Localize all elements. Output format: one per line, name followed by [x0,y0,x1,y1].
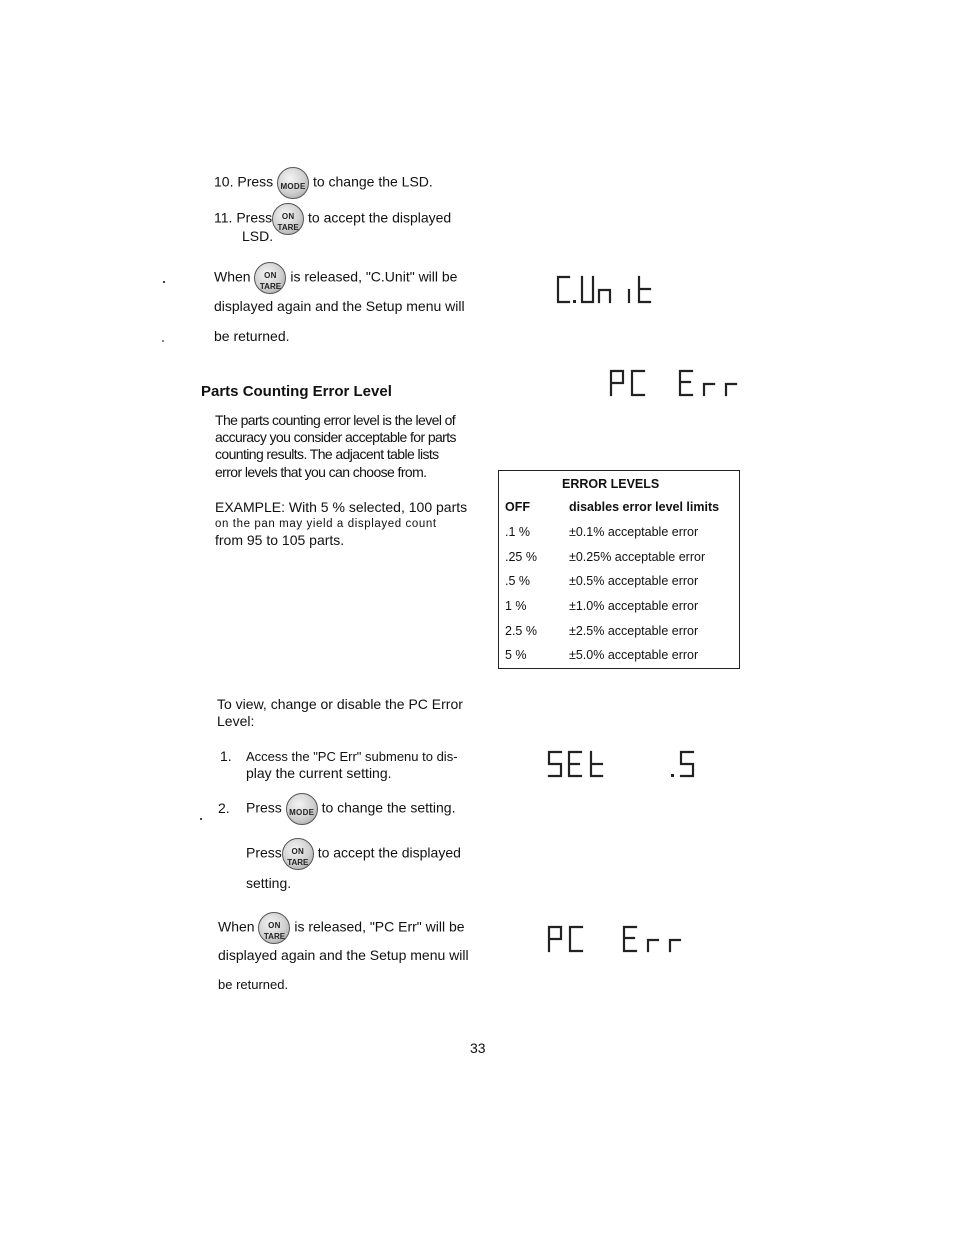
step-11-cont: LSD. [242,228,274,244]
lcd-display-set [545,748,715,788]
when-released-2-line3: be returned. [218,977,289,992]
intro-text: To view, change or disable the PC Error Level: [217,696,463,729]
table-row: 1 % ±1.0% acceptable error [505,599,699,614]
lcd-pcerr-text-2: PC Err [546,924,549,925]
on-tare-button-icon: ON TARE [254,262,286,294]
error-levels-table [498,470,740,669]
step-10: 10. Press MODE to change the LSD. [214,167,433,199]
table-row: .1 % ±0.1% acceptable error [505,525,699,540]
on-tare-button-icon: ON TARE [272,203,304,235]
table-row: .5 % ±0.5% acceptable error [505,574,699,589]
step-1-cont: play the current setting. [246,765,392,781]
step-1: 1. Access the "PC Err" submenu to dis- [220,748,458,764]
on-tare-button-icon: ON TARE [258,912,290,944]
table-row: OFF disables error level limits [505,500,720,515]
table-header: ERROR LEVELS [562,477,660,491]
example-paragraph: EXAMPLE: With 5 % selected, 100 parts on the pan may yield a displayed count from 95 to 105 parts. [215,499,468,548]
scan-mark [200,818,202,820]
mode-button-icon: MODE [286,793,318,825]
error-levels-rows [499,495,725,668]
mode-button-icon: MODE [277,167,309,199]
table-row: .25 % ±0.25% acceptable error [505,549,706,564]
step-3: Press ON TARE to accept the displayed [246,838,461,870]
step-2: 2. Press MODE to change the setting. [218,793,455,825]
lcd-pcerr-text-1: PC Err [608,368,611,369]
step-11: 11. Press ON TARE to accept the displayed [214,203,451,235]
lcd-display-pcerr-1 [608,368,748,408]
when-released-2-line2: displayed again and the Setup menu will [218,947,469,963]
scan-mark [162,340,164,342]
on-tare-button-icon: ON TARE [282,838,314,870]
section-heading: Parts Counting Error Level [201,383,392,400]
when-released-line3: be returned. [214,328,290,344]
section-paragraph: The parts counting error level is the level of accuracy you consider acceptable for parts counting results. The adjacent table lists error levels that you can choose from. [215,412,456,480]
table-spacer [561,470,562,667]
scan-mark [163,281,165,283]
lcd-cunit-text: C.Unit [555,272,558,273]
lcd-display-pcerr-2 [546,924,686,964]
lcd-display-cunit [555,272,665,312]
when-released-text-1: When ON TARE is released, "C.Unit" will be [214,262,457,294]
lcd-set-text: Set .5 [545,748,548,749]
step-3-cont: setting. [246,875,292,891]
table-row: 2.5 % ±2.5% acceptable error [505,623,699,638]
table-row: 5 % ±5.0% acceptable error [505,648,699,663]
when-released-text-2: When ON TARE is released, "PC Err" will be [218,912,465,944]
when-released-line2: displayed again and the Setup menu will [214,298,465,314]
page-number: 33 [470,1040,486,1056]
